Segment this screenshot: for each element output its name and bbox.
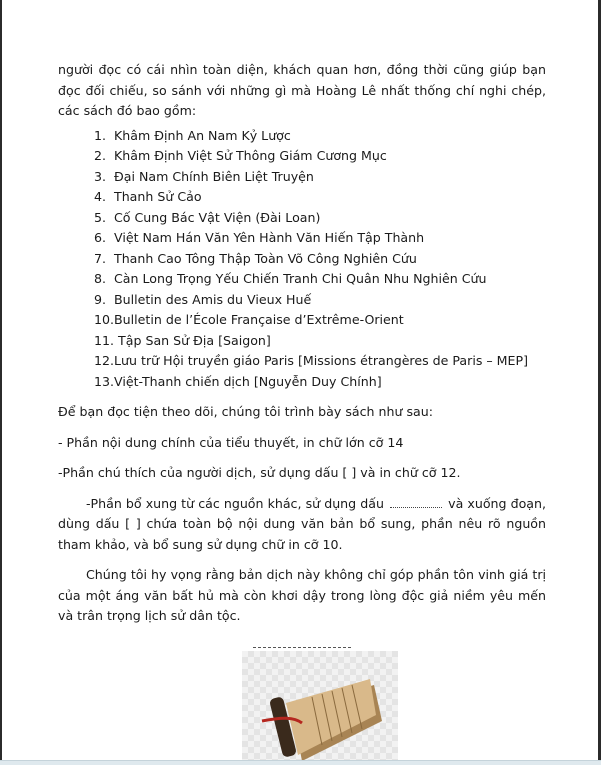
list-item: 1. Khâm Định An Nam Kỷ Lược (94, 127, 291, 143)
scroll-illustration (242, 651, 398, 765)
list-item: 9. Bulletin des Amis du Vieux Huế (94, 291, 312, 307)
section-separator (253, 647, 351, 648)
rule-main-content: - Phần nội dung chính của tiểu thuyết, in chữ lớn cỡ 14 (58, 434, 404, 450)
closing-paragraph: Chúng tôi hy vọng rằng bản dịch này không chỉ góp phần tôn vinh giá trị của một áng văn bất hủ mà còn khơi dậy trong lòng độc giả niềm yêu mến và trân trọng lịch sử dân tộc. (58, 567, 546, 623)
list-item: 5. Cố Cung Bác Vật Viện (Đài Loan) (94, 209, 321, 225)
list-item: 6. Việt Nam Hán Văn Yên Hành Văn Hiến Tập Thành (94, 230, 425, 245)
list-item: 4. Thanh Sử Cảo (94, 189, 202, 204)
presentation-intro: Để bạn đọc tiện theo dõi, chúng tôi trình bày sách như sau: (58, 404, 433, 419)
list-item: 11. Tập San Sử Địa [Saigon] (94, 332, 271, 348)
list-item: 13.Việt-Thanh chiến dịch [Nguyễn Duy Chính] (94, 373, 382, 389)
rule-translator-notes: -Phần chú thích của người dịch, sử dụng dấu [ ] và in chữ cỡ 12. (58, 465, 461, 480)
list-item: 2. Khâm Định Việt Sử Thông Giám Cương Mục (94, 148, 387, 163)
rule-supplement: -Phần bổ xung từ các nguồn khác, sử dụng dấu và xuống đoạn, dùng dấu [ ] chứa toàn bộ nội dung văn bản bổ sung, phần nêu rõ nguồn tham khảo, và bổ sung sử dụng chữ in cỡ 10. (58, 495, 546, 552)
intro-paragraph: người đọc có cái nhìn toàn diện, khách quan hơn, đồng thời cũng giúp bạn đọc đối chiếu, so sánh với những gì mà Hoàng Lê nhất thống chí nghi chép, các sách đó bao gồm: (58, 62, 546, 118)
list-item: 8. Càn Long Trọng Yếu Chiến Tranh Chi Quân Nhu Nghiên Cứu (94, 271, 487, 286)
scroll-icon (242, 651, 398, 765)
document-page (58, 60, 546, 648)
page-edge-left (0, 0, 2, 765)
dotted-marker (390, 499, 442, 508)
list-item: 3. Đại Nam Chính Biên Liệt Truyện (94, 168, 314, 184)
list-item: 10.Bulletin de l’École Française d’Extrême-Orient (94, 312, 404, 327)
list-item: 12.Lưu trữ Hội truyền giáo Paris [Missions étrangères de Paris – MEP] (94, 353, 529, 368)
viewer-status-strip (0, 760, 601, 765)
list-item: 7. Thanh Cao Tông Thập Toàn Võ Công Nghiên Cứu (94, 250, 417, 266)
source-list (58, 126, 546, 393)
